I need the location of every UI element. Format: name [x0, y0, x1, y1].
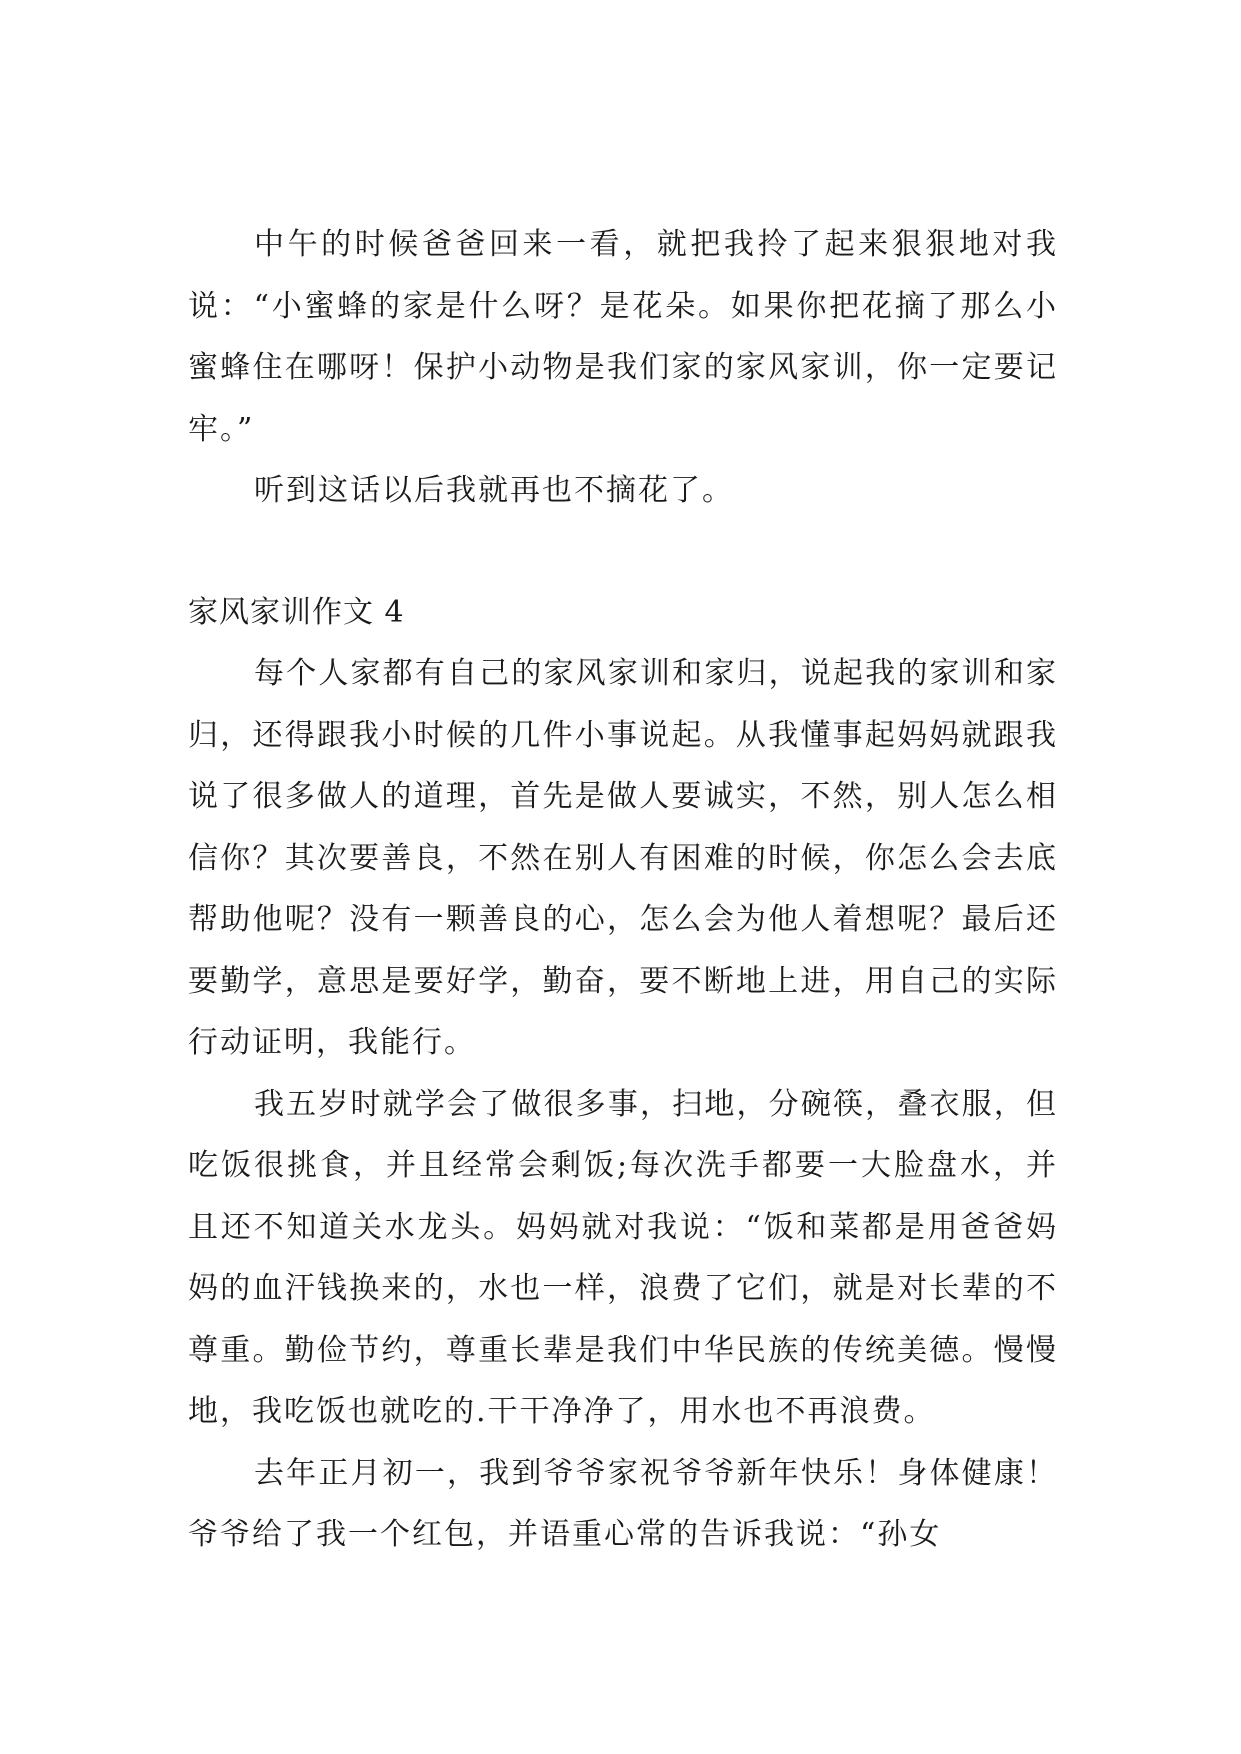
paragraph-no-more-flowers: 听到这话以后我就再也不摘花了。 — [254, 473, 734, 508]
paragraph-age-five: 我五岁时就学会了做很多事，扫地，分碗筷，叠衣服，但吃饭很挑食，并且经常会剩饭;每次洗手都要一大脸盘水，并且还不知道关水龙头。妈妈就对我说：“饭和菜都是用爸爸妈妈的血汗钱换来的，水也一样，浪费了它们，就是对长辈的不尊重。勤俭节约，尊重长辈是我们中华民族的传统美德。慢慢地，我吃饭也就吃的.干干净净了，用水也不再浪费。 — [188, 1086, 1058, 1429]
paragraph-family-rules: 每个人家都有自己的家风家训和家归，说起我的家训和家归，还得跟我小时候的几件小事说起。从我懂事起妈妈就跟我说了很多做人的道理，首先是做人要诚实，不然，别人怎么相信你？其次要善良，不然在别人有困难的时候，你怎么会去底帮助他呢？没有一颗善良的心，怎么会为他人着想呢？最后还要勤学，意思是要好学，勤奋，要不断地上进，用自己的实际行动证明，我能行。 — [188, 656, 1058, 1060]
section-spacer — [188, 522, 1058, 582]
section-heading: 家风家训作文 4 — [188, 594, 405, 630]
document-body — [188, 214, 1058, 1566]
paragraph-father-bee: 中午的时候爸爸回来一看，就把我拎了起来狠狠地对我说：“小蜜蜂的家是什么呀？是花朵。如果你把花摘了那么小蜜蜂住在哪呀！保护小动物是我们家的家风家训，你一定要记牢。” — [188, 227, 1058, 447]
paragraph-new-year: 去年正月初一，我到爷爷家祝爷爷新年快乐！身体健康！爷爷给了我一个红包，并语重心常的告诉我说：“孙女 — [188, 1455, 1058, 1552]
